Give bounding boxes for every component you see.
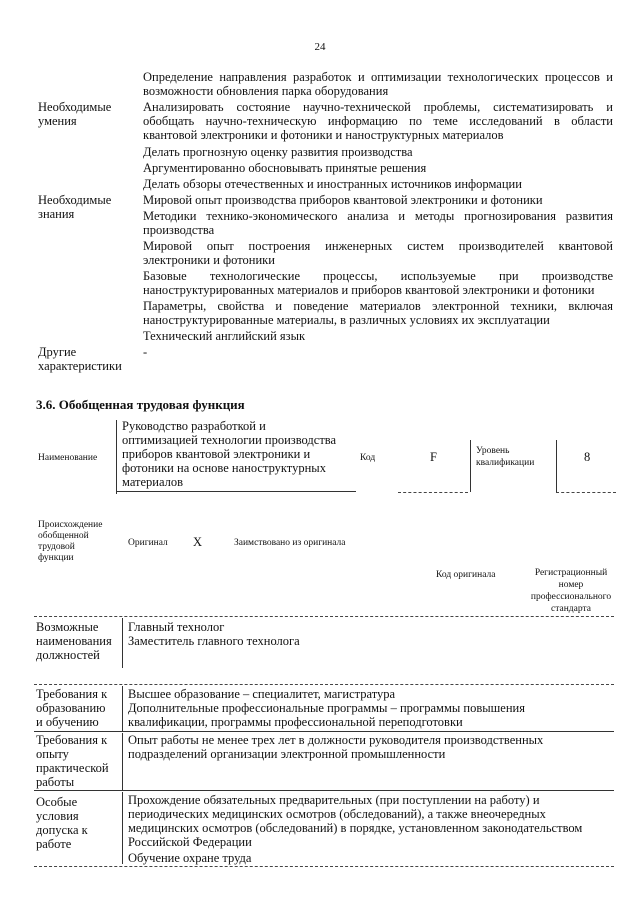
admission-label-3: допуска к [36, 823, 88, 837]
reg-number-4: стандарта [551, 604, 591, 614]
other-value: - [143, 345, 148, 359]
experience-divider [122, 733, 123, 791]
admission-line-4: Российской Федерации [128, 835, 252, 849]
experience-label-4: работы [36, 775, 75, 789]
origin-mark: X [193, 535, 203, 549]
continuation-line-1: Определение направления разработок и оптимизации технологических процессов и [143, 70, 613, 84]
admission-label-1: Особые [36, 795, 78, 809]
code-right-border [470, 440, 471, 492]
skill-1-line-2: обобщать научно-техническую информацию по теме исследований в области [143, 114, 613, 128]
other-label-2: характеристики [38, 359, 122, 373]
name-label: Наименование [38, 453, 98, 463]
level-label-1: Уровень [476, 446, 510, 456]
positions-divider [122, 618, 123, 668]
name-bottom-border [116, 491, 356, 492]
education-label-1: Требования к [36, 687, 108, 701]
code-value: F [430, 450, 437, 464]
experience-line-1: Опыт работы не менее трех лет в должности руководителя производственных [128, 733, 544, 747]
origin-label-2: обобщенной [38, 531, 89, 541]
experience-label-1: Требования к [36, 733, 108, 747]
admission-line-1: Прохождение обязательных предварительных (при поступлении на работу) и [128, 793, 540, 807]
gtf-name-line-4: фотоники на основе наноструктурных [122, 461, 326, 475]
reg-number-2: номер [558, 580, 584, 590]
admission-line-2: периодических медицинских осмотров (обследований), а также внеочередных [128, 807, 546, 821]
gtf-name-line-1: Руководство разработкой и [122, 419, 266, 433]
skill-2: Делать прогнозную оценку развития производства [143, 145, 413, 159]
positions-label-1: Возможные [36, 620, 99, 634]
skill-1-line-1: Анализировать состояние научно-технической проблемы, систематизировать и [143, 100, 613, 114]
experience-label-2: опыту [36, 747, 69, 761]
section-title: 3.6. Обобщенная трудовая функция [36, 397, 245, 412]
code-label: Код [360, 453, 376, 463]
knowledge-2-line-1: Методики технико-экономического анализа и методы прогнозирования развития [143, 209, 613, 223]
level-label-2: квалификации [476, 458, 535, 468]
knowledge-3-line-1: Мировой опыт построения инженерных систем производителей квантовой [143, 239, 613, 253]
positions-label-2: наименования [36, 634, 112, 648]
knowledge-4-line-1: Базовые технологические процессы, используемые при производстве [143, 269, 613, 283]
knowledge-5-line-1: Параметры, свойства и поведение материалов электронной техники, включая [143, 299, 613, 313]
position-1: Главный технолог [128, 620, 225, 634]
knowledge-6: Технический английский язык [143, 329, 306, 343]
gtf-name-line-5: материалов [122, 475, 184, 489]
experience-label-3: практической [36, 761, 109, 775]
admission-line-3: медицинских осмотров (обследований) в порядке, установленном законодательством [128, 821, 583, 835]
origin-original-label: Оригинал [128, 538, 168, 548]
reg-number-3: профессионального [530, 592, 612, 602]
level-value: 8 [584, 450, 591, 464]
name-left-border [116, 420, 117, 494]
experience-bottom-rule [34, 790, 614, 791]
experience-line-2: подразделений организации электронной промышленности [128, 747, 446, 761]
origin-bottom-rule [34, 616, 614, 617]
knowledge-label-1: Необходимые [38, 193, 112, 207]
gtf-name-line-2: оптимизацией технологии производства [122, 433, 337, 447]
skills-label-2: умения [38, 114, 77, 128]
knowledge-1: Мировой опыт производства приборов квантовой электроники и фотоники [143, 193, 543, 207]
origin-label-3: трудовой [38, 542, 75, 552]
level-left-border [556, 440, 557, 492]
skill-4: Делать обзоры отечественных и иностранных источников информации [143, 177, 522, 191]
origin-label-1: Происхождение [38, 520, 103, 530]
education-label-2: образованию [36, 701, 106, 715]
education-line-2: Дополнительные профессиональные программы – программы повышения [128, 701, 525, 715]
origin-label-4: функции [38, 553, 74, 563]
education-top-rule [34, 684, 614, 685]
admission-line-5: Обучение охране труда [128, 851, 252, 865]
other-label-1: Другие [38, 345, 77, 359]
continuation-line-2: возможности обновления парка оборудования [143, 84, 389, 98]
knowledge-5-line-2: наноструктурированные материалы, в различных условиях их эксплуатации [143, 313, 550, 327]
reg-number-1: Регистрационный [534, 568, 608, 578]
admission-divider [122, 792, 123, 864]
knowledge-3-line-2: электроники и фотоники [143, 253, 275, 267]
education-line-3: квалификации, программы профессиональной переподготовки [128, 715, 463, 729]
skills-label-1: Необходимые [38, 100, 112, 114]
level-bottom-border [556, 492, 616, 493]
page-number: 24 [314, 41, 326, 53]
code-bottom-border [398, 492, 468, 493]
admission-bottom-rule [34, 866, 614, 867]
position-2: Заместитель главного технолога [128, 634, 300, 648]
knowledge-4-line-2: наноструктурированных материалов и приборов квантовой электроники и фотоники [143, 283, 595, 297]
positions-label-3: должностей [36, 648, 100, 662]
skill-3: Аргументированно обосновывать принятые решения [143, 161, 427, 175]
gtf-name-line-3: приборов квантовой электроники и [122, 447, 311, 461]
education-bottom-rule [34, 731, 614, 732]
origin-borrowed-label: Заимствовано из оригинала [234, 538, 346, 548]
knowledge-label-2: знания [38, 207, 75, 221]
knowledge-2-line-2: производства [143, 223, 215, 237]
education-line-1: Высшее образование – специалитет, магистратура [128, 687, 396, 701]
code-original-label: Код оригинала [436, 570, 496, 580]
education-label-3: и обучению [36, 715, 99, 729]
admission-label-4: работе [36, 837, 72, 851]
education-divider [122, 686, 123, 732]
skill-1-line-3: квантовой электроники и фотоники и наноструктурных материалов [143, 128, 504, 142]
admission-label-2: условия [36, 809, 79, 823]
